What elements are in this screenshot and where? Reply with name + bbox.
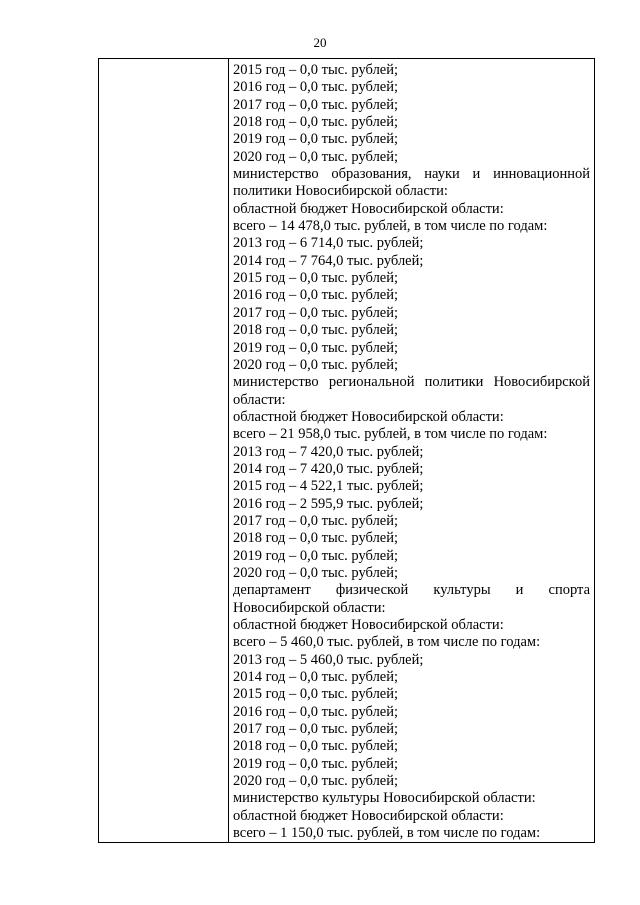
text-line: 2020 год – 0,0 тыс. рублей;: [233, 148, 399, 165]
text-line: 2018 год – 0,0 тыс. рублей;: [233, 738, 399, 755]
text-line: 2019 год – 0,0 тыс. рублей;: [233, 339, 399, 356]
text-line: 2019 год – 0,0 тыс. рублей;: [233, 755, 399, 772]
text-line: 2013 год – 5 460,0 тыс. рублей;: [233, 651, 424, 668]
text-line: 2015 год – 0,0 тыс. рублей;: [233, 62, 399, 78]
text-line: 2017 год – 0,0 тыс. рублей;: [233, 512, 399, 529]
text-line: всего – 14 478,0 тыс. рублей, в том числе по годам:: [233, 218, 548, 235]
text-line: 2016 год – 0,0 тыс. рублей;: [233, 287, 399, 304]
text-line: 2015 год – 0,0 тыс. рублей;: [233, 270, 399, 287]
text-line: 2015 год – 4 522,1 тыс. рублей;: [233, 478, 424, 495]
text-line: областной бюджет Новосибирской области:: [233, 200, 504, 217]
text-line: 2020 год – 0,0 тыс. рублей;: [233, 356, 399, 373]
funding-table: [98, 58, 595, 843]
text-line: областной бюджет Новосибирской области:: [233, 617, 504, 633]
text-line: 2016 год – 0,0 тыс. рублей;: [233, 703, 399, 720]
text-line: 2019 год – 0,0 тыс. рублей;: [233, 547, 399, 564]
table-left-column: [99, 59, 229, 842]
text-line: 2013 год – 6 714,0 тыс. рублей;: [233, 235, 424, 252]
text-line: 2018 год – 0,0 тыс. рублей;: [233, 322, 399, 339]
page-number: 20: [313, 35, 327, 50]
text-line: областной бюджет Новосибирской области:: [233, 408, 504, 425]
text-line: 2018 год – 0,0 тыс. рублей;: [233, 530, 399, 547]
text-line: 2016 год – 0,0 тыс. рублей;: [233, 79, 399, 96]
text-line: министерство образования, науки и инновационной: [233, 166, 590, 183]
text-line: 2020 год – 0,0 тыс. рублей;: [233, 773, 399, 790]
text-line: 2016 год – 2 595,9 тыс. рублей;: [233, 495, 424, 512]
text-line: всего – 1 150,0 тыс. рублей, в том числе по годам:: [233, 825, 541, 842]
text-line: Новосибирской области:: [233, 599, 386, 616]
text-line: 2014 год – 0,0 тыс. рублей;: [233, 669, 399, 686]
text-line: департамент физической культуры и спорта: [233, 582, 590, 599]
text-line: области:: [233, 391, 286, 408]
text-line: 2017 год – 0,0 тыс. рублей;: [233, 96, 399, 113]
text-line: министерство региональной политики Новосибирской: [233, 374, 590, 391]
text-line: 2014 год – 7 420,0 тыс. рублей;: [233, 460, 424, 477]
text-line: всего – 21 958,0 тыс. рублей, в том числе по годам:: [233, 426, 548, 443]
text-line: 2017 год – 0,0 тыс. рублей;: [233, 304, 399, 321]
text-line: 2015 год – 0,0 тыс. рублей;: [233, 686, 399, 703]
table-right-column: [233, 62, 590, 842]
text-line: министерство культуры Новосибирской области:: [233, 790, 536, 807]
text-line: 2018 год – 0,0 тыс. рублей;: [233, 114, 399, 131]
text-line: 2019 год – 0,0 тыс. рублей;: [233, 131, 399, 148]
text-line: 2020 год – 0,0 тыс. рублей;: [233, 564, 399, 581]
text-line: 2014 год – 7 764,0 тыс. рублей;: [233, 252, 424, 269]
text-line: политики Новосибирской области:: [233, 183, 448, 200]
text-line: всего – 5 460,0 тыс. рублей, в том числе по годам:: [233, 634, 541, 651]
text-line: 2017 год – 0,0 тыс. рублей;: [233, 721, 399, 738]
text-line: областной бюджет Новосибирской области:: [233, 807, 504, 824]
text-line: 2013 год – 7 420,0 тыс. рублей;: [233, 443, 424, 460]
